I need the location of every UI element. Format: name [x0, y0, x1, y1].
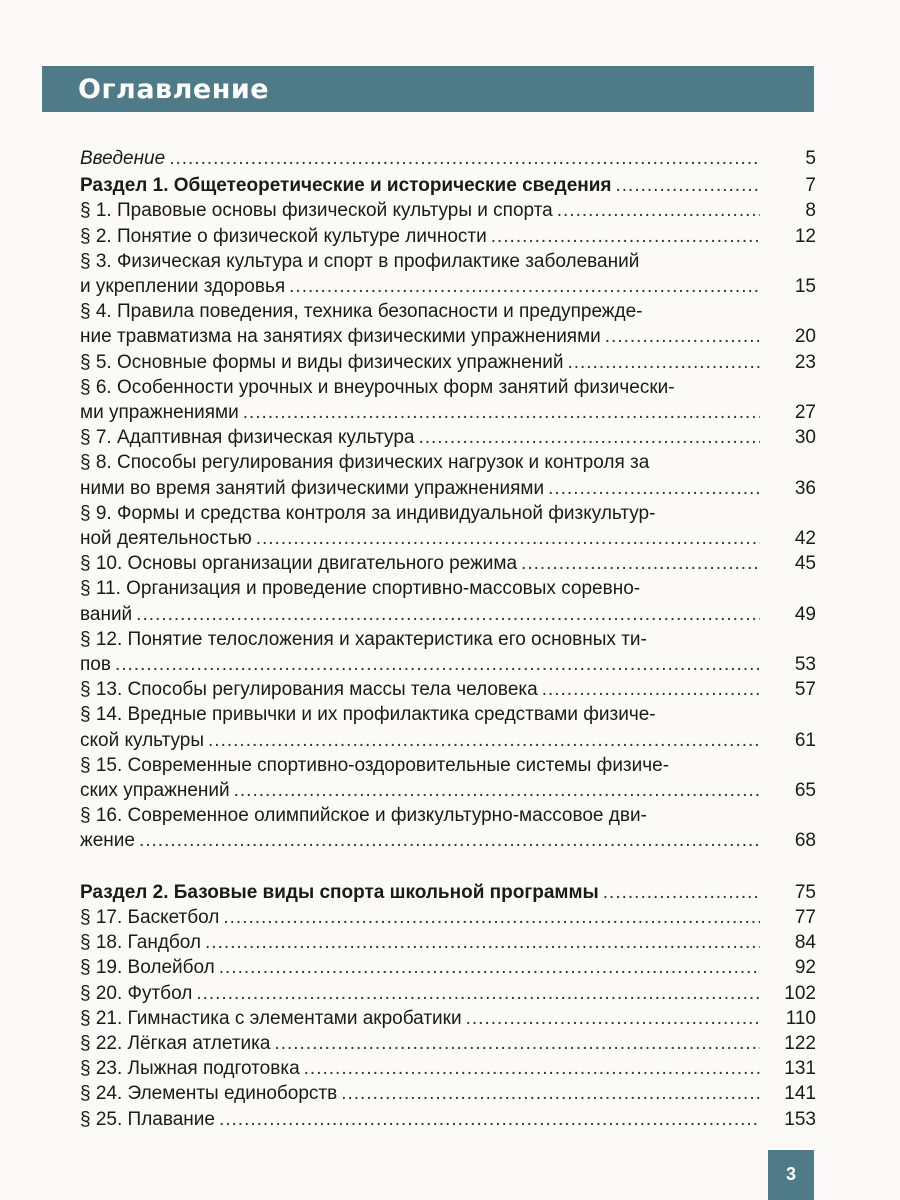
toc-entry-line: § 14. Вредные привычки и их профилактика средствами физиче-	[80, 704, 656, 726]
leader-dots	[542, 677, 760, 702]
toc-entry-page: 153	[784, 1108, 816, 1130]
toc-section-page: 75	[794, 881, 816, 903]
leader-dots	[208, 728, 760, 753]
toc-entry-line: ной деятельностью	[80, 528, 252, 550]
toc-entry[interactable]	[80, 299, 816, 349]
toc-entry-line: § 1. Правовые основы физической культуры и спорта	[80, 200, 553, 222]
toc-entry-line: § 15. Современные спортивно-оздоровительные системы физиче-	[80, 754, 670, 776]
leader-dots	[256, 526, 760, 551]
leader-dots	[234, 778, 760, 803]
toc-list-section-1	[80, 198, 816, 853]
toc-entry-page: 15	[794, 276, 816, 298]
toc-entry-page: 5	[805, 148, 816, 169]
toc-entry[interactable]	[80, 627, 816, 677]
toc-entry[interactable]	[80, 1031, 816, 1056]
toc-entry[interactable]	[80, 501, 816, 551]
toc-entry-page: 61	[794, 729, 816, 751]
toc-entry-line: § 18. Гандбол	[80, 932, 202, 954]
toc-entry-line: § 12. Понятие телосложения и характеристика его основных ти-	[80, 628, 647, 650]
leader-dots	[418, 425, 760, 450]
toc-entry-line: жение	[80, 830, 135, 852]
toc-entry[interactable]	[80, 224, 816, 249]
toc-entry-line: ваний	[80, 603, 133, 625]
toc-entry-page: 36	[794, 477, 816, 499]
toc-entry[interactable]	[80, 702, 816, 752]
section-gap	[80, 854, 816, 878]
leader-dots	[466, 1006, 760, 1031]
toc-entry[interactable]	[80, 955, 816, 980]
table-of-contents	[80, 146, 816, 1132]
leader-dots	[304, 1056, 760, 1081]
leader-dots	[289, 274, 760, 299]
toc-entry[interactable]	[80, 198, 816, 223]
leader-dots	[491, 224, 760, 249]
toc-entry[interactable]	[80, 905, 816, 930]
leader-dots	[139, 828, 760, 853]
toc-entry-page: 65	[794, 780, 816, 802]
toc-entry-line: § 8. Способы регулирования физических нагрузок и контроля за	[80, 452, 650, 474]
toc-section-title: Раздел 2. Базовые виды спорта школьной программы	[80, 881, 599, 903]
toc-entry-page: 42	[794, 528, 816, 550]
toc-entry-page: 122	[784, 1032, 816, 1054]
page-number: 3	[785, 1164, 796, 1184]
toc-entry-title: Введение	[80, 148, 166, 169]
page-title: Оглавление	[78, 74, 270, 105]
leader-dots	[521, 551, 760, 576]
leader-dots	[219, 955, 760, 980]
leader-dots	[243, 400, 760, 425]
toc-entry-line: § 2. Понятие о физической культуре личности	[80, 225, 487, 247]
leader-dots	[567, 350, 760, 375]
toc-entry-page: 8	[805, 200, 816, 222]
toc-entry-line: § 7. Адаптивная физическая культура	[80, 427, 415, 449]
toc-entry-line: § 21. Гимнастика с элементами акробатики	[80, 1007, 462, 1029]
page-number-tab	[768, 1150, 814, 1200]
toc-entry[interactable]	[80, 1107, 816, 1132]
toc-entry-line: § 9. Формы и средства контроля за индивидуальной физкультур-	[80, 502, 656, 524]
toc-entry-line: § 4. Правила поведения, техника безопасности и предупрежде-	[80, 301, 643, 323]
toc-entry-line: § 25. Плавание	[80, 1108, 215, 1130]
toc-entry-line: и укреплении здоровья	[80, 276, 286, 298]
leader-dots	[223, 905, 760, 930]
toc-entry-page: 57	[794, 679, 816, 701]
toc-entry[interactable]	[80, 803, 816, 853]
toc-entry-page: 84	[794, 932, 816, 954]
toc-entry-line: § 11. Организация и проведение спортивно-массовых соревно-	[80, 578, 641, 600]
leader-dots	[616, 173, 761, 198]
leader-dots	[136, 602, 760, 627]
leader-dots	[341, 1081, 760, 1106]
toc-entry[interactable]	[80, 375, 816, 425]
toc-entry-line: § 3. Физическая культура и спорт в профилактике заболеваний	[80, 250, 640, 272]
leader-dots	[219, 1107, 760, 1132]
toc-entry-line: ской культуры	[80, 729, 205, 751]
toc-section-2[interactable]	[80, 880, 816, 905]
leader-dots	[274, 1031, 760, 1056]
header-bar	[42, 66, 814, 112]
toc-entry-line: § 5. Основные формы и виды физических упражнений	[80, 351, 564, 373]
toc-entry-line: § 20. Футбол	[80, 982, 193, 1004]
toc-section-title: Раздел 1. Общетеоретические и исторические сведения	[80, 175, 612, 197]
toc-entry[interactable]	[80, 1081, 816, 1106]
toc-entry[interactable]	[80, 753, 816, 803]
toc-section-1[interactable]	[80, 173, 816, 198]
toc-entry-line: § 23. Лыжная подготовка	[80, 1058, 300, 1080]
toc-entry-line: ми упражнениями	[80, 402, 239, 424]
toc-entry-intro[interactable]	[80, 146, 816, 171]
toc-entry[interactable]	[80, 249, 816, 299]
toc-entry[interactable]	[80, 1056, 816, 1081]
toc-entry-line: § 16. Современное олимпийское и физкультурно-массовое дви-	[80, 805, 647, 827]
toc-entry[interactable]	[80, 551, 816, 576]
toc-entry[interactable]	[80, 450, 816, 500]
toc-entry[interactable]	[80, 425, 816, 450]
toc-entry-line: § 13. Способы регулирования массы тела человека	[80, 679, 538, 701]
leader-dots	[548, 476, 760, 501]
toc-entry-line: § 17. Баскетбол	[80, 906, 220, 928]
toc-entry-page: 131	[784, 1058, 816, 1080]
toc-section-page: 7	[805, 175, 816, 197]
toc-entry-line: ских упражнений	[80, 780, 230, 802]
toc-entry-page: 30	[794, 427, 816, 449]
toc-entry-page: 45	[794, 553, 816, 575]
leader-dots	[205, 930, 760, 955]
toc-entry-page: 92	[794, 957, 816, 979]
leader-dots	[169, 146, 760, 171]
toc-entry-line: ние травматизма на занятиях физическими упражнениями	[80, 326, 601, 348]
toc-entry-page: 23	[794, 351, 816, 373]
toc-entry[interactable]	[80, 930, 816, 955]
toc-entry-page: 20	[794, 326, 816, 348]
toc-entry-page: 27	[794, 402, 816, 424]
toc-entry-line: § 6. Особенности урочных и внеурочных форм занятий физически-	[80, 376, 675, 398]
toc-entry-page: 53	[794, 654, 816, 676]
toc-entry-page: 68	[794, 830, 816, 852]
toc-entry-page: 110	[785, 1007, 816, 1029]
toc-entry-line: § 10. Основы организации двигательного режима	[80, 553, 518, 575]
toc-list-section-2	[80, 905, 816, 1132]
toc-entry[interactable]	[80, 1006, 816, 1031]
toc-entry-page: 49	[794, 603, 816, 625]
toc-entry-page: 141	[784, 1083, 816, 1105]
toc-entry[interactable]	[80, 981, 816, 1006]
toc-entry-page: 77	[794, 906, 816, 928]
toc-entry-line: § 24. Элементы единоборств	[80, 1083, 338, 1105]
toc-entry[interactable]	[80, 677, 816, 702]
toc-entry-line: § 22. Лёгкая атлетика	[80, 1032, 271, 1054]
toc-entry[interactable]	[80, 576, 816, 626]
leader-dots	[557, 198, 760, 223]
toc-entry-line: § 19. Волейбол	[80, 957, 215, 979]
toc-entry-line: пов	[80, 654, 111, 676]
leader-dots	[603, 880, 760, 905]
toc-entry-line: ними во время занятий физическими упражнениями	[80, 477, 545, 499]
toc-entry-page: 12	[794, 225, 816, 247]
toc-entry-page: 102	[784, 982, 816, 1004]
leader-dots	[115, 652, 760, 677]
leader-dots	[196, 981, 760, 1006]
toc-entry[interactable]	[80, 350, 816, 375]
leader-dots	[605, 324, 760, 349]
